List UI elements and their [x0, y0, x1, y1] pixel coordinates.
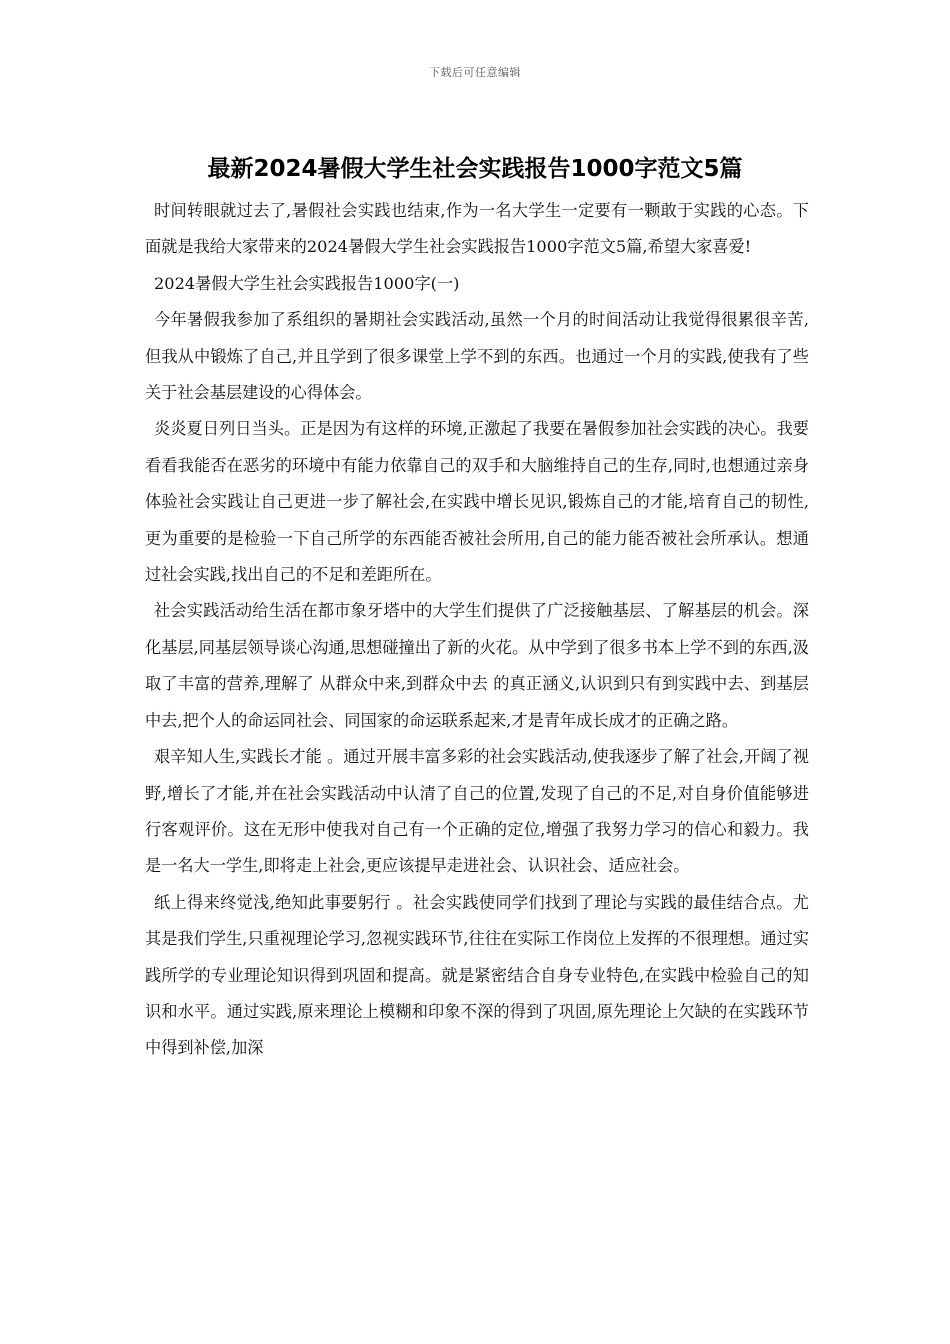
- header-note: 下载后可任意编辑: [429, 66, 521, 79]
- paragraph: 艰辛知人生,实践长才能 。通过开展丰富多彩的社会实践活动,使我逐步了解了社会,开阔了视野,增长了才能,并在社会实践活动中认清了自己的位置,发现了自己的不足,对自身价值能够进行客观评价。这在无形中使我对自己有一个正确的定位,增强了我努力学习的信心和毅力。我是一名大一学生,即将走上社会,更应该提早走进社会、认识社会、适应社会。: [145, 747, 809, 876]
- paragraph: 社会实践活动给生活在都市象牙塔中的大学生们提供了广泛接触基层、了解基层的机会。深化基层,同基层领导谈心沟通,思想碰撞出了新的火花。从中学到了很多书本上学不到的东西,汲取了丰富的营养,理解了 从群众中来,到群众中去 的真正涵义,认识到只有到实践中去、到基层中去,把个人的命运同社会、同国家的命运联系起来,才是青年成长成才的正确之路。: [145, 601, 809, 730]
- document-body: [145, 193, 809, 1067]
- document-title: 最新2024暑假大学生社会实践报告1000字范文5篇: [207, 156, 743, 182]
- section-heading: 2024暑假大学生社会实践报告1000字(一): [154, 273, 460, 293]
- paragraph: 炎炎夏日列日当头。正是因为有这样的环境,正激起了我要在暑假参加社会实践的决心。我要看看我能否在恶劣的环境中有能力依靠自己的双手和大脑维持自己的生存,同时,也想通过亲身体验社会实践让自己更进一步了解社会,在实践中增长见识,锻炼自己的才能,培育自己的韧性,更为重要的是检验一下自己所学的东西能否被社会所用,自己的能力能否被社会所承认。想通过社会实践,找出自己的不足和差距所在。: [145, 419, 809, 585]
- paragraph-intro: 时间转眼就过去了,暑假社会实践也结束,作为一名大学生一定要有一颗敢于实践的心态。下面就是我给大家带来的2024暑假大学生社会实践报告1000字范文5篇,希望大家喜爱!: [145, 201, 809, 257]
- paragraph: 今年暑假我参加了系组织的暑期社会实践活动,虽然一个月的时间活动让我觉得很累很辛苦,但我从中锻炼了自己,并且学到了很多课堂上学不到的东西。也通过一个月的实践,使我有了些关于社会基层建设的心得体会。: [145, 310, 809, 403]
- paragraph: 纸上得来终觉浅,绝知此事要躬行 。社会实践使同学们找到了理论与实践的最佳结合点。尤其是我们学生,只重视理论学习,忽视实践环节,往往在实际工作岗位上发挥的不很理想。通过实践所学的专业理论知识得到巩固和提高。就是紧密结合自身专业特色,在实践中检验自己的知识和水平。通过实践,原来理论上模糊和印象不深的得到了巩固,原先理论上欠缺的在实践环节中得到补偿,加深: [145, 892, 809, 1058]
